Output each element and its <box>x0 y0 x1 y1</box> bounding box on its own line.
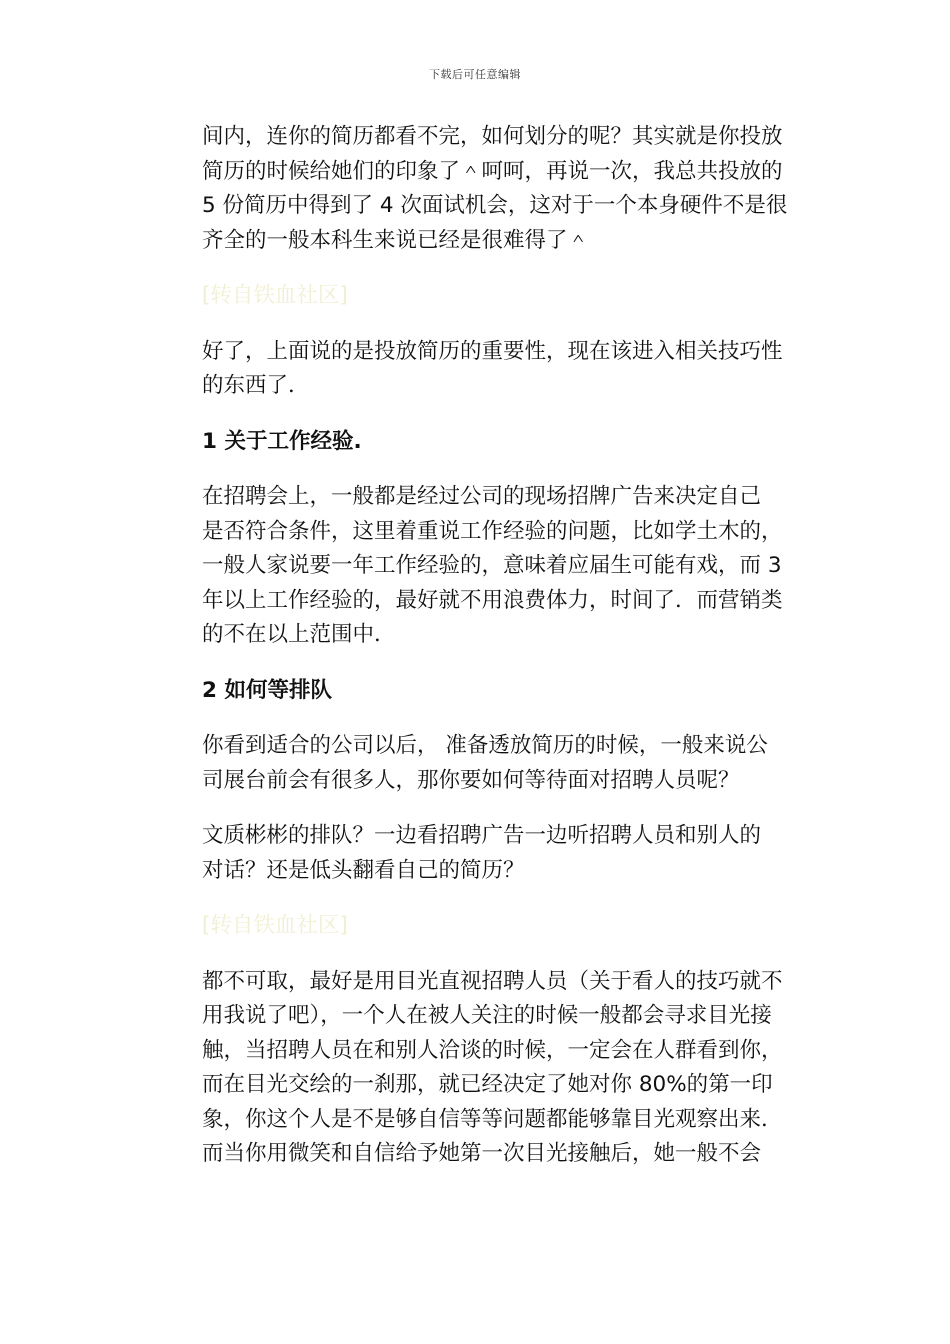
text-line: 间内，连你的简历都看不完，如何划分的呢？其实就是你投放 <box>202 124 783 149</box>
text-line: 触，当招聘人员在和别人洽谈的时候，一定会在人群看到你， <box>202 1037 783 1063</box>
text-line: 的东西了． <box>202 373 310 398</box>
watermark-text: [转自铁血社区] <box>202 913 348 938</box>
section-heading: 2 如何等排队 <box>202 677 332 703</box>
text-line: 是否符合条件，这里着重说工作经验的问题，比如学土木的， <box>202 518 783 544</box>
paragraph <box>202 965 812 1172</box>
text-line: 好了，上面说的是投放简历的重要性，现在该进入相关技巧性 <box>202 338 783 364</box>
paragraph <box>202 120 812 258</box>
text-line: 司展台前会有很多人，那你要如何等待面对招聘人员呢？ <box>202 767 740 793</box>
watermark-text: [转自铁血社区] <box>202 283 348 308</box>
text-line: 而当你用微笑和自信给予她第一次目光接触后，她一般不会 <box>202 1141 762 1166</box>
text-line: 年以上工作经验的，最好就不用浪费体力，时间了．而营销类 <box>202 587 783 613</box>
text-line: 文质彬彬的排队？一边看招聘广告一边听招聘人员和别人的 <box>202 823 762 848</box>
text-line: 而在目光交绘的一刹那，就已经决定了她对你 80%的第一印 <box>202 1072 773 1097</box>
text-line: 齐全的一般本科生来说已经是很难得了＾ <box>202 227 590 253</box>
document-body <box>202 120 812 1172</box>
paragraph <box>202 480 812 653</box>
text-line: 都不可取，最好是用目光直视招聘人员（关于看人的技巧就不 <box>202 968 783 994</box>
page-header: 下载后可任意编辑 <box>429 68 521 81</box>
text-line: 5 份简历中得到了 4 次面试机会，这对于一个本身硬件不是很 <box>202 193 788 218</box>
text-line: 在招聘会上，一般都是经过公司的现场招牌广告来决定自己 <box>202 484 762 509</box>
text-line: 的不在以上范围中． <box>202 622 396 647</box>
section-heading: 1 关于工作经验. <box>202 428 362 454</box>
paragraph <box>202 819 812 888</box>
text-line: 你看到适合的公司以后， 准备透放简历的时候，一般来说公 <box>202 733 768 758</box>
paragraph <box>202 729 812 798</box>
text-line: 简历的时候给她们的印象了＾呵呵，再说一次，我总共投放的 <box>202 158 783 184</box>
text-line: 对话？还是低头翻看自己的简历？ <box>202 857 525 883</box>
text-line: 象，你这个人是不是够自信等等问题都能够靠目光观察出来． <box>202 1106 783 1132</box>
text-line: 用我说了吧），一个人在被人关注的时候一般都会寻求目光接 <box>202 1003 772 1028</box>
text-line: 一般人家说要一年工作经验的，意味着应届生可能有戏，而 3 <box>202 553 782 578</box>
paragraph <box>202 335 812 404</box>
